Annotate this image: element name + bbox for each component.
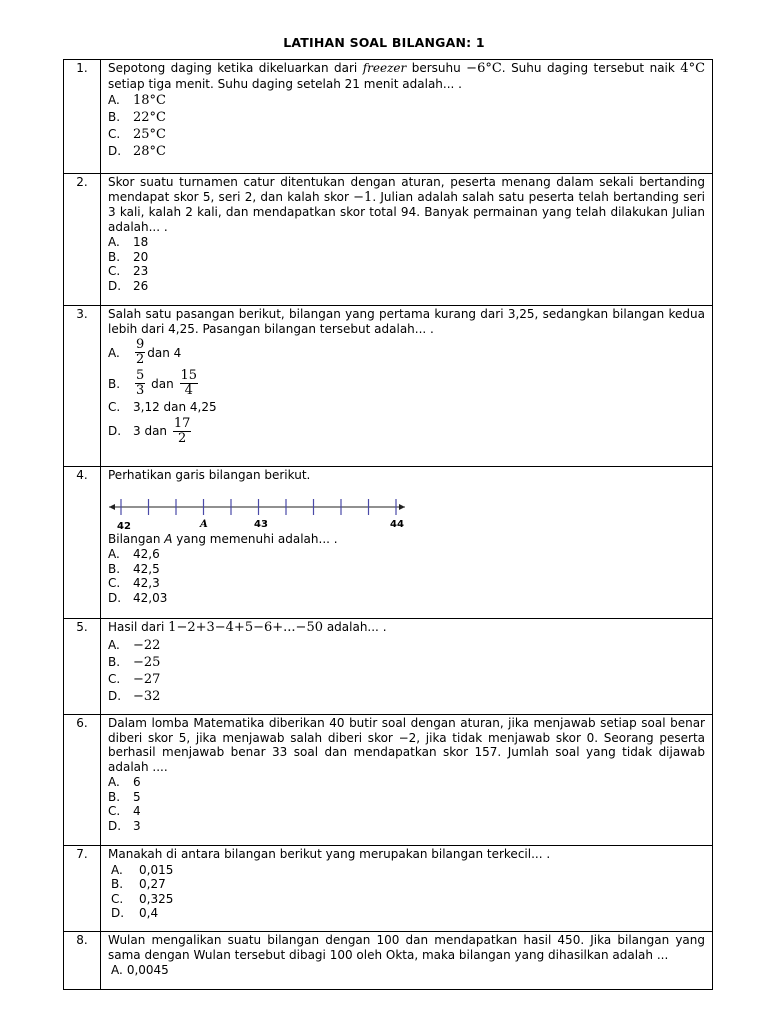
option: C. 0,325: [111, 891, 174, 906]
option: D. 0,4: [111, 906, 159, 920]
number-line-label: A: [200, 518, 208, 530]
question-row: [64, 932, 713, 990]
option: B. 42,5: [108, 561, 160, 576]
question-number: 5.: [64, 619, 101, 715]
fraction: $\frac{9}{2}$: [136, 337, 145, 367]
question-row: [64, 60, 713, 174]
option: A. $\frac{9}{2}$ dan 4: [108, 337, 182, 367]
option: A. 0,0045: [111, 963, 169, 977]
italic-term: freezer: [362, 61, 407, 75]
option: C. 25°C: [108, 127, 166, 142]
math-expression: 4°C: [680, 61, 706, 76]
option: B. 20: [108, 249, 149, 264]
question-table: [63, 59, 713, 990]
question-stem: Manakah di antara bilangan berikut yang merupakan bilangan terkecil... .: [108, 847, 551, 861]
number-line-label: 42: [117, 520, 131, 532]
question-number: 1.: [64, 60, 101, 174]
option-list: [108, 637, 705, 705]
question-body: [101, 846, 713, 932]
option: B. 22°C: [108, 110, 166, 125]
question-body: [101, 619, 713, 715]
option-list: [108, 863, 705, 921]
option: D. 42,03: [108, 590, 168, 605]
option-list: [108, 235, 705, 293]
question-body: [101, 174, 713, 306]
question-number: 8.: [64, 932, 101, 990]
option: D. 26: [108, 278, 149, 293]
question-row: [64, 467, 713, 619]
number-line-label: 43: [254, 518, 268, 530]
fraction: $\frac{15}{4}$: [180, 368, 198, 398]
option: A. 18°C: [108, 93, 166, 108]
arrow-left-icon: [109, 504, 115, 510]
option: C. 4: [108, 804, 141, 818]
number-line: [108, 494, 705, 532]
question-stem-2: Bilangan A yang memenuhi adalah... .: [108, 531, 338, 546]
question-number: 6.: [64, 715, 101, 846]
option: B. $\frac{5}{3}$ dan $\frac{15}{4}$: [108, 368, 198, 398]
question-body: [101, 306, 713, 467]
question-row: [64, 846, 713, 932]
option: C. −27: [108, 671, 161, 687]
option: A. 6: [108, 775, 141, 789]
option: D. 3 dan $\frac{17}{2}$: [108, 415, 191, 446]
option-list: [108, 547, 705, 605]
question-stem: Dalam lomba Matematika diberikan 40 butir soal dengan aturan, jika menjawab setiap soal benar diberi skor 5, jika menjawab salah diberi skor −2, jika tidak menjawab skor 0. Seorang peserta berhasil menjawab benar 33 soal dan mendapatkan skor 157. Jumlah soal yang tidak dijawab adalah ....: [108, 716, 705, 774]
question-stem: Sepotong daging ketika dikeluarkan dari freezer bersuhu −6°C. Suhu daging tersebut naik 4°C setiap tiga menit. Suhu daging setelah 21 menit adalah... .: [108, 61, 706, 91]
question-row: [64, 306, 713, 467]
question-number: 7.: [64, 846, 101, 932]
question-body: [101, 467, 713, 619]
option: C. 42,3: [108, 576, 160, 590]
math-expression: −6°C: [466, 61, 502, 76]
question-row: [64, 715, 713, 846]
option-list: [108, 92, 705, 160]
option-list: [108, 338, 705, 446]
option: D. −32: [108, 688, 161, 704]
question-stem: Hasil dari 1−2+3−4+5−6+...−50 adalah... .: [108, 620, 387, 635]
fraction: $\frac{17}{2}$: [173, 415, 191, 446]
question-stem: Skor suatu turnamen catur ditentukan dengan aturan, peserta menang dalam sekali bertanding mendapat skor 5, seri 2, dan kalah skor −1. Julian adalah salah satu peserta telah bertanding seri 3 kali, kalah 2 kali, dan mendapatkan skor total 94. Banyak permainan yang telah dilakukan Julian adalah... .: [108, 175, 705, 234]
option: A. −22: [108, 637, 161, 653]
question-number: 2.: [64, 174, 101, 306]
question-stem: Wulan mengalikan suatu bilangan dengan 100 dan mendapatkan hasil 450. Jika bilangan yang sama dengan Wulan tersebut dibagi 100 oleh Okta, maka bilangan yang dihasilkan adalah ...: [108, 933, 705, 962]
question-body: [101, 932, 713, 990]
math-expression: 1−2+3−4+5−6+...−50: [168, 620, 323, 635]
question-row: [64, 174, 713, 306]
option: D. 3: [108, 818, 141, 833]
option: C. 3,12 dan 4,25: [108, 400, 217, 414]
option: C. 23: [108, 264, 149, 278]
option: A. 0,015: [111, 862, 174, 877]
option-list: [108, 775, 705, 833]
question-row: [64, 619, 713, 715]
option: D. 28°C: [108, 144, 166, 159]
question-stem: Perhatikan garis bilangan berikut.: [108, 468, 311, 482]
math-expression: −1: [353, 189, 373, 205]
option: B. 0,27: [111, 877, 166, 891]
option-list: [108, 963, 705, 978]
question-body: [101, 60, 713, 174]
question-stem: Salah satu pasangan berikut, bilangan yang pertama kurang dari 3,25, sedangkan bilangan kedua lebih dari 4,25. Pasangan bilangan tersebut adalah... .: [108, 307, 705, 336]
page-title: LATIHAN SOAL BILANGAN: 1: [283, 35, 485, 50]
option: B. −25: [108, 654, 161, 670]
question-body: [101, 715, 713, 846]
number-line-label: 44: [390, 518, 404, 530]
option: A. 42,6: [108, 547, 160, 561]
arrow-right-icon: [399, 504, 405, 510]
fraction: $\frac{5}{3}$: [136, 368, 145, 398]
option: B. 5: [108, 789, 141, 804]
number-line-diagram: [108, 494, 418, 532]
question-number: 4.: [64, 467, 101, 619]
question-number: 3.: [64, 306, 101, 467]
option: A. 18: [108, 235, 149, 249]
